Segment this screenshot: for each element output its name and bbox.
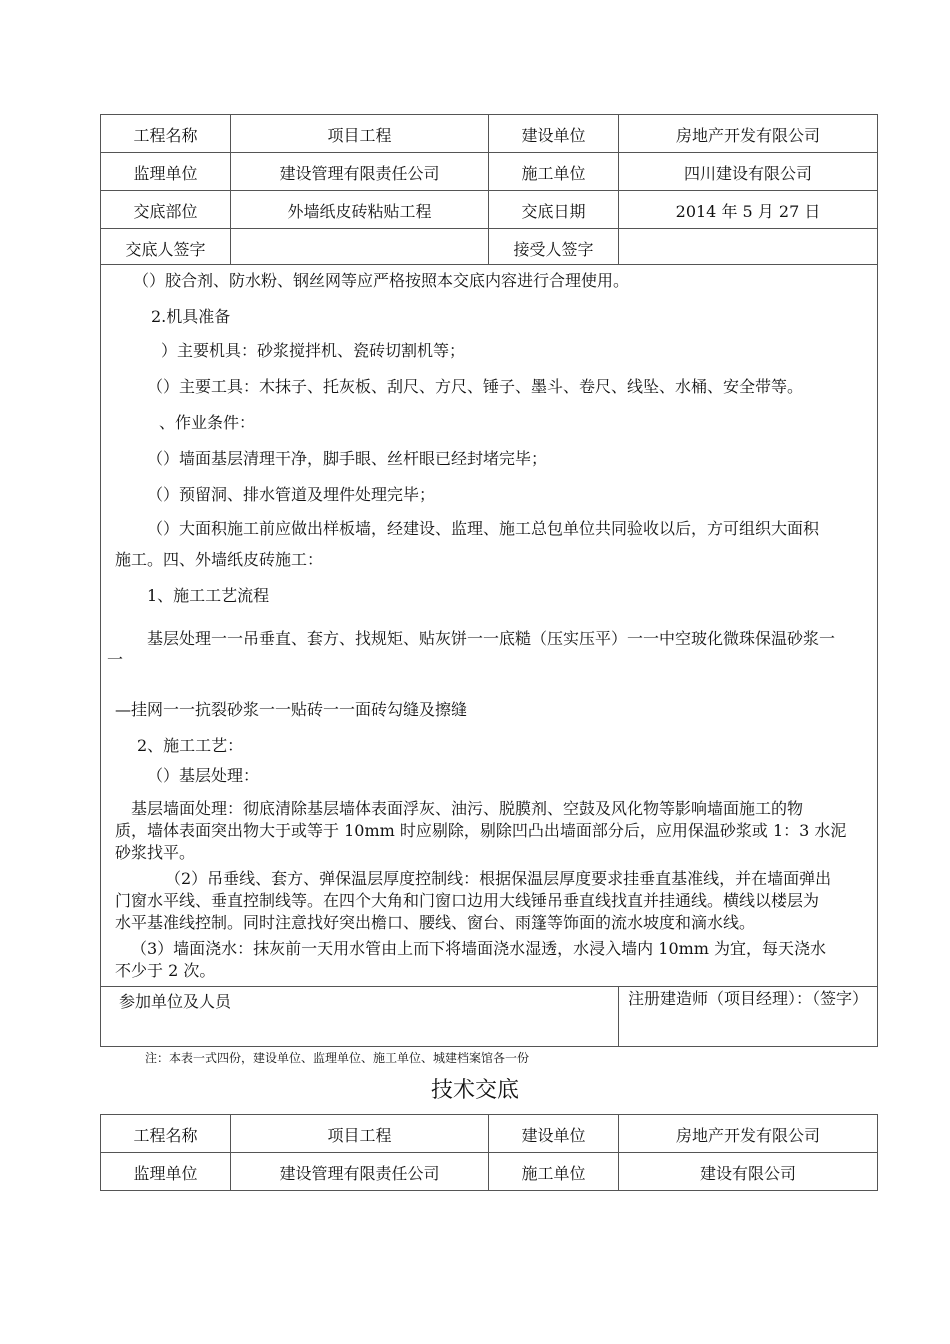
table-row (101, 1115, 878, 1153)
label-handover-date: 交底日期 (489, 191, 619, 229)
value-handover-part: 外墙纸皮砖粘贴工程 (231, 191, 489, 229)
content-line: 质，墙体表面突出物大于或等于 10mm 时应剔除，剔除凹凸出墙面部分后，应用保温砂浆或 1：3 水泥 (115, 821, 847, 840)
content-line: （3）墙面浇水：抹灰前一天用水管由上而下将墙面浇水湿透，水浸入墙内 10mm 为宜，每天浇水 (131, 939, 827, 958)
value-owner-unit: 房地产开发有限公司 (619, 1115, 878, 1153)
content-line: （）墙面基层清理干净，脚手眼、丝杆眼已经封堵完毕； (147, 449, 548, 468)
value-supervision-unit: 建设管理有限责任公司 (231, 1153, 489, 1191)
label-handover-part: 交底部位 (101, 191, 231, 229)
handover-table-2 (100, 1114, 878, 1191)
label-supervision-unit: 监理单位 (101, 1153, 231, 1191)
label-receiver-signature: 接受人签字 (489, 229, 619, 265)
content-line: 2、施工工艺： (137, 736, 244, 755)
table-row (101, 265, 878, 987)
label-owner-unit: 建设单位 (489, 1115, 619, 1153)
value-handover-signature (231, 229, 489, 265)
content-line: ）主要机具：砂浆搅拌机、瓷砖切割机等； (161, 341, 466, 360)
value-supervision-unit: 建设管理有限责任公司 (231, 153, 489, 191)
registered-constructor-signature: 注册建造师（项目经理）：（签字） (619, 987, 878, 1047)
value-receiver-signature (619, 229, 878, 265)
label-owner-unit: 建设单位 (489, 115, 619, 153)
footnote: 注：本表一式四份，建设单位、监理单位、施工单位、城建档案馆各一份 (145, 1051, 530, 1065)
content-line: （）大面积施工前应做出样板墙，经建设、监理、施工总包单位共同验收以后，方可组织大面积 (147, 519, 820, 538)
content-line: （）主要工具：木抹子、托灰板、刮尺、方尺、锤子、墨斗、卷尺、线坠、水桶、安全带等。 (147, 377, 804, 396)
table-row (101, 1153, 878, 1191)
content-line: 一 (107, 650, 124, 669)
value-construction-unit: 建设有限公司 (619, 1153, 878, 1191)
content-line: （）基层处理： (147, 766, 260, 785)
table-row (101, 229, 878, 265)
content-line: 2.机具准备 (151, 307, 231, 326)
label-project-name: 工程名称 (101, 1115, 231, 1153)
content-line: （）预留洞、排水管道及埋件处理完毕； (147, 485, 436, 504)
table-row (101, 191, 878, 229)
content-line: （2）吊垂线、套方、弹保温层厚度控制线：根据保温层厚度要求挂垂直基准线，并在墙面弹出 (165, 869, 832, 888)
value-project-name: 项目工程 (231, 1115, 489, 1153)
value-owner-unit: 房地产开发有限公司 (619, 115, 878, 153)
value-project-name: 项目工程 (231, 115, 489, 153)
label-construction-unit: 施工单位 (489, 153, 619, 191)
value-handover-date: 2014 年 5 月 27 日 (619, 191, 878, 229)
label-handover-signature: 交底人签字 (101, 229, 231, 265)
table-row (101, 153, 878, 191)
content-line: 砂浆找平。 (115, 843, 196, 862)
handover-content (101, 265, 878, 987)
participants-label: 参加单位及人员 (101, 987, 619, 1047)
content-line: 基层墙面处理：彻底清除基层墙体表面浮灰、油污、脱膜剂、空鼓及风化物等影响墙面施工的物 (131, 799, 804, 818)
content-line: 基层处理一一吊垂直、套方、找规矩、贴灰饼一一底糙（压实压平）一一中空玻化微珠保温砂浆一 (147, 629, 836, 648)
label-construction-unit: 施工单位 (489, 1153, 619, 1191)
label-supervision-unit: 监理单位 (101, 153, 231, 191)
content-line: 水平基准线控制。同时注意找好突出檐口、腰线、窗台、雨篷等饰面的流水坡度和滴水线。 (115, 913, 756, 932)
content-line: 不少于 2 次。 (115, 961, 216, 980)
content-line: 1、施工工艺流程 (147, 586, 270, 605)
table-row (101, 987, 878, 1047)
content-line: （）胶合剂、防水粉、钢丝网等应严格按照本交底内容进行合理使用。 (133, 271, 630, 290)
table-row (101, 115, 878, 153)
content-line: —挂网一一抗裂砂浆一一贴砖一一面砖勾缝及擦缝 (115, 700, 468, 719)
content-line: 门窗水平线、垂直控制线等。在四个大角和门窗口边用大线锤吊垂直线找直并挂通线。横线以楼层为 (115, 891, 820, 910)
page-title: 技术交底 (430, 1078, 519, 1103)
label-project-name: 工程名称 (101, 115, 231, 153)
content-line: 施工。四、外墙纸皮砖施工： (115, 550, 324, 569)
value-construction-unit: 四川建设有限公司 (619, 153, 878, 191)
content-line: 、作业条件： (159, 413, 256, 432)
handover-table (100, 114, 878, 1047)
